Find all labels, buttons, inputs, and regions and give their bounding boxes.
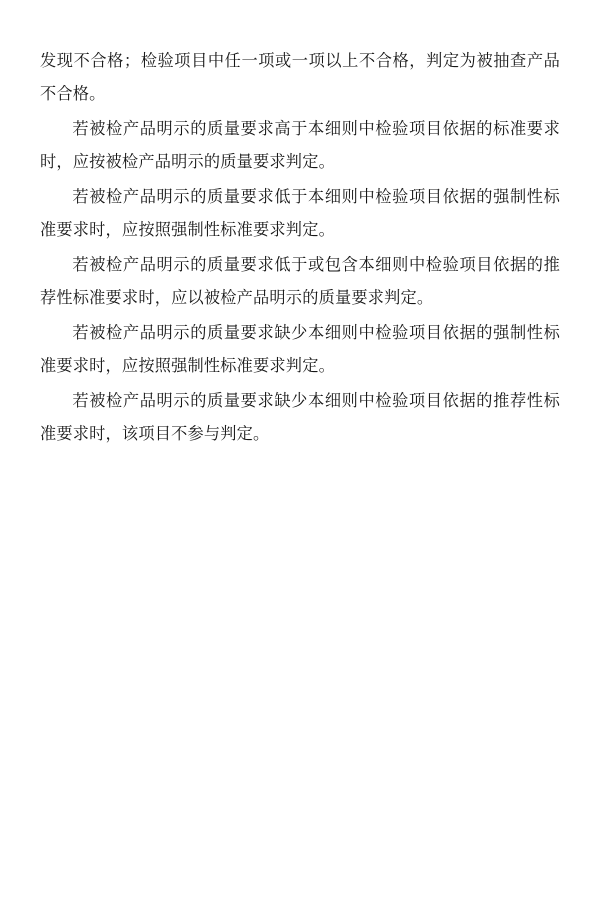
paragraph: 若被检产品明示的质量要求低于本细则中检验项目依据的强制性标准要求时，应按照强制性标准要求判定。	[40, 187, 560, 239]
paragraph: 若被检产品明示的质量要求低于或包含本细则中检验项目依据的推荐性标准要求时，应以被检产品明示的质量要求判定。	[40, 255, 560, 307]
paragraph: 若被检产品明示的质量要求高于本细则中检验项目依据的标准要求时，应按被检产品明示的质量要求判定。	[40, 119, 560, 171]
document-body	[40, 44, 560, 450]
paragraph: 若被检产品明示的质量要求缺少本细则中检验项目依据的强制性标准要求时，应按照强制性标准要求判定。	[40, 323, 560, 375]
paragraph: 发现不合格；检验项目中任一项或一项以上不合格，判定为被抽查产品不合格。	[40, 51, 560, 103]
paragraph: 若被检产品明示的质量要求缺少本细则中检验项目依据的推荐性标准要求时，该项目不参与判定。	[40, 391, 560, 443]
